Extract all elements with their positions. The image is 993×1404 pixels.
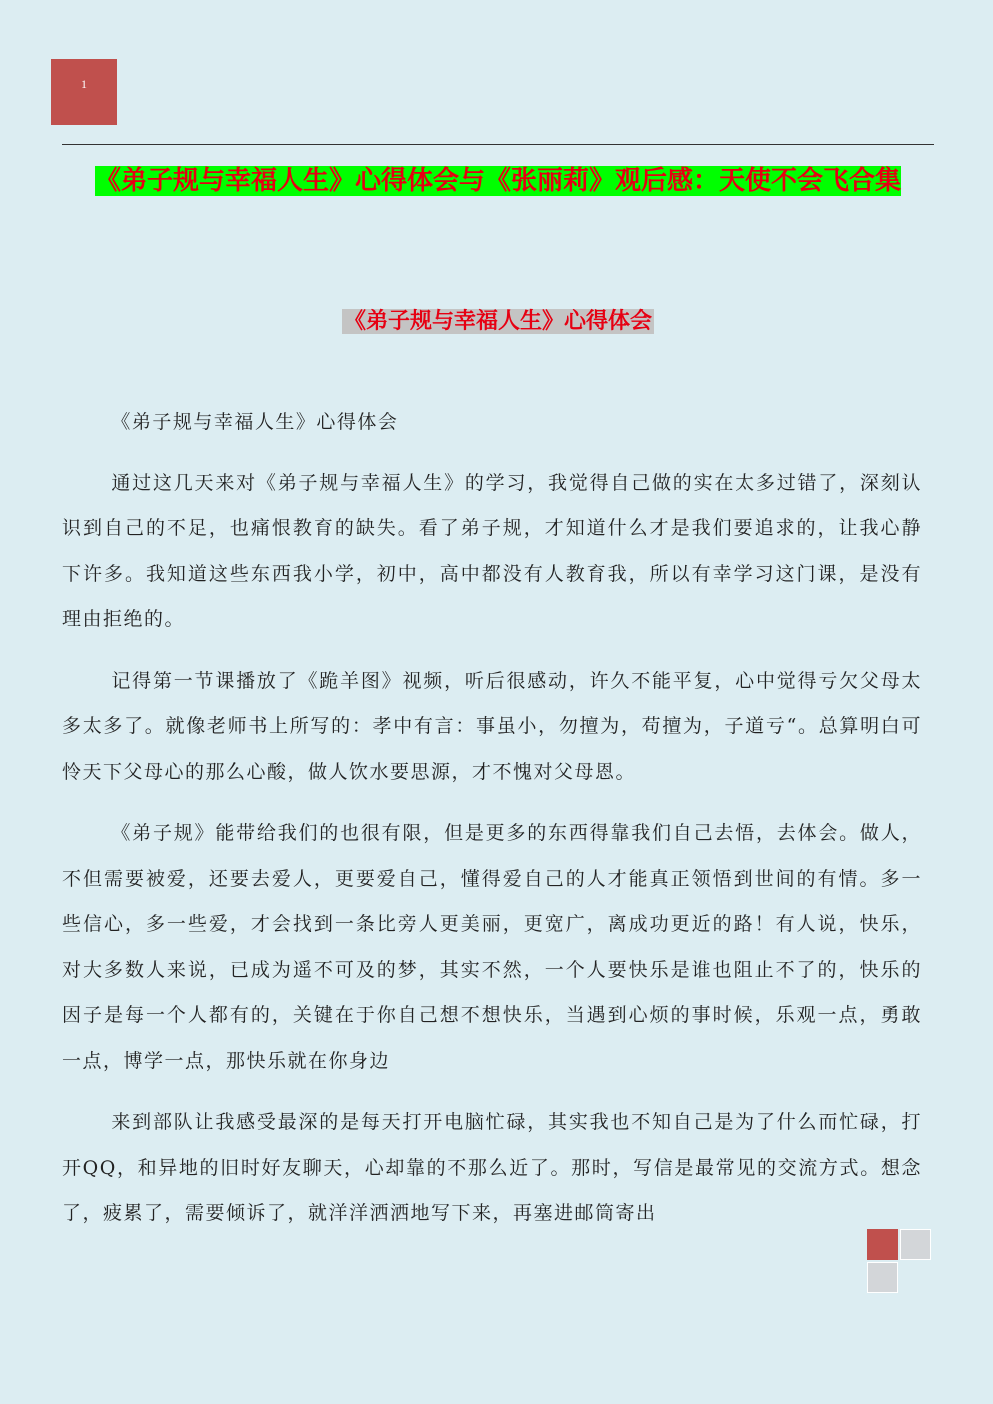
corner-square-gray bbox=[900, 1229, 931, 1260]
paragraph: 记得第一节课播放了《跪羊图》视频，听后很感动，许久不能平复，心中觉得亏欠父母太多太多了。就像老师书上所写的：孝中有言：事虽小，勿擅为，苟擅为，子道亏“。总算明白可怜天下父母心的那么心酸，做人饮水要思源，才不愧对父母恩。 bbox=[62, 669, 922, 783]
page-number-badge bbox=[51, 59, 117, 125]
section-heading-text: 《弟子规与幸福人生》心得体会 bbox=[343, 309, 652, 334]
corner-square-red bbox=[867, 1229, 898, 1260]
page-number: 1 bbox=[81, 77, 87, 91]
corner-square-gray bbox=[867, 1262, 898, 1293]
paragraph: 《弟子规》能带给我们的也很有限，但是更多的东西得靠我们自己去悟，去体会。做人，不但需要被爱，还要去爱人，更要爱自己，懂得爱自己的人才能真正领悟到世间的有情。多一些信心，多一些爱，才会找到一条比旁人更美丽，更宽广，离成功更近的路！有人说，快乐，对大多数人来说，已成为遥不可及的梦，其实不然，一个人要快乐是谁也阻止不了的，快乐的因子是每一个人都有的，关键在于你自己想不想快乐，当遇到心烦的事时候，乐观一点，勇敢一点，博学一点，那快乐就在你身边 bbox=[62, 822, 922, 1072]
paragraph: 通过这几天来对《弟子规与幸福人生》的学习，我觉得自己做的实在太多过错了，深刻认识到自己的不足，也痛恨教育的缺失。看了弟子规，才知道什么才是我们要追求的，让我心静下许多。我知道这些东西我小学，初中，高中都没有人教育我，所以有幸学习这门课，是没有理由拒绝的。 bbox=[62, 471, 922, 630]
document-body bbox=[62, 400, 922, 1253]
document-title-text: 《弟子规与幸福人生》心得体会与《张丽莉》观后感：天使不会飞合集 bbox=[94, 166, 901, 196]
corner-decoration bbox=[867, 1229, 933, 1293]
header-divider bbox=[62, 144, 934, 145]
paragraph: 《弟子规与幸福人生》心得体会 bbox=[111, 411, 399, 433]
document-title bbox=[62, 163, 934, 199]
paragraph: 来到部队让我感受最深的是每天打开电脑忙碌，其实我也不知自己是为了什么而忙碌，打开QQ，和异地的旧时好友聊天，心却靠的不那么近了。那时，写信是最常见的交流方式。想念了，疲累了，需要倾诉了，就洋洋洒洒地写下来，再塞进邮筒寄出 bbox=[62, 1111, 922, 1224]
section-heading bbox=[62, 305, 934, 339]
